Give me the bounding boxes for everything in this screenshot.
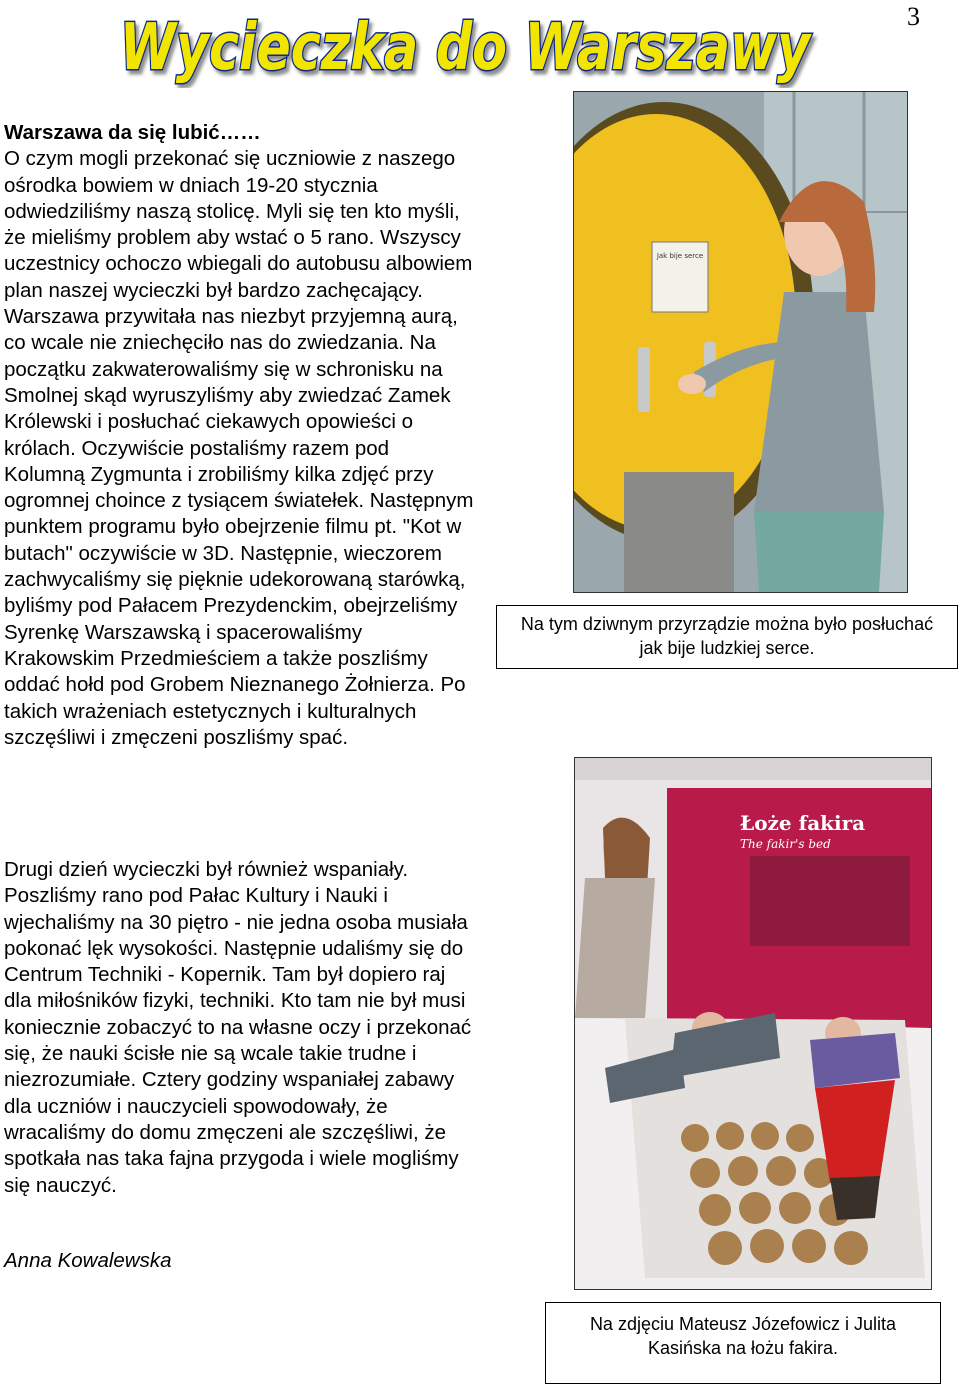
article-section-2 — [4, 857, 474, 1199]
photo-caption-2-text: Na zdjęciu Mateusz Józefowicz i Julita Kasińska na łożu fakira. — [589, 1314, 897, 1358]
page-number: 3 — [907, 2, 920, 31]
article-heading: Warszawa da się lubić…… — [4, 121, 261, 144]
article-section-1 — [4, 120, 474, 751]
article-paragraph-2: Drugi dzień wycieczki był również wspaniały. Poszliśmy rano pod Pałac Kultury i Nauki i wjechaliśmy na 30 piętro - nie jedna osoba musiała pokonać lęk wysokości. Następnie udaliśmy się do Centrum Techniki - Kopernik. Tam był dopiero raj dla miłośników fizyki, techniki. Kto tam nie był musi koniecznie zobaczyć to na własne oczy i przekonać się, że nauki ścisłe nie są wcale takie trudne i niezrozumiałe. Cztery godziny wspaniałej zabawy dla uczniów i nauczycieli spowodowały, że wracaliśmy do domu zmęczeni ale szczęśliwi, że spotkała nas taka fajna przygoda i wiele mogliśmy się nauczyć. — [4, 858, 472, 1197]
exhibit-sign-text: Jak bije serce — [656, 252, 704, 260]
banner-subtitle: The fakir's bed — [740, 837, 831, 851]
page-title — [110, 6, 820, 88]
article-paragraph-1: O czym mogli przekonać się uczniowie z naszego ośrodka bowiem w dniach 19-20 stycznia odwiedziliśmy naszą stolicę. Myli się ten kto myśli, że mieliśmy problem aby wstać o 5 rano. Wszyscy uczestnicy ochoczo wbiegali do autobusu albowiem plan naszej wycieczki był bardzo zachęcający. Warszawa przywitała nas niezbyt przyjemną aurą, co wcale nie zniechęciło nas do zwiedzania. Na początku zakwaterowaliśmy się w schronisku na Smolnej skąd wyruszyliśmy aby zwiedzać Zamek Królewski i posłuchać ciekawych opowieści o królach. Oczywiście postaliśmy razem pod Kolumną Zygmunta i zrobiliśmy kilka zdjęć przy ogromnej choince z tysiącem światełek. Następnym punktem programu było obejrzenie filmu pt. "Kot w butach" oczywiście w 3D. Następnie, wieczorem zachwycaliśmy się pięknie udekorowaną starówką, byliśmy pod Pałacem Prezydenckim, obejrzeliśmy Syrenkę Warszawską i spacerowaliśmy Krakowskim Przedmieściem a także poszliśmy oddać hołd pod Grobem Nieznanego Żołnierza. Po takich wrażeniach estetycznych i kulturalnych szczęśliwi i zmęczeni poszliśmy spać. — [4, 147, 474, 749]
photo-caption-1 — [496, 605, 958, 669]
photo-caption-2 — [545, 1302, 941, 1384]
photo-heart-exhibit — [573, 91, 908, 593]
photo-fakir-bed — [574, 757, 932, 1290]
banner-title: Łoże fakira — [740, 811, 866, 835]
article-author: Anna Kowalewska — [4, 1249, 172, 1272]
photo-caption-1-text: Na tym dziwnym przyrządzie można było posłuchać jak bije ludzkiej serce. — [520, 614, 934, 658]
page-title-text: Wycieczka do Warszawy — [120, 11, 812, 85]
